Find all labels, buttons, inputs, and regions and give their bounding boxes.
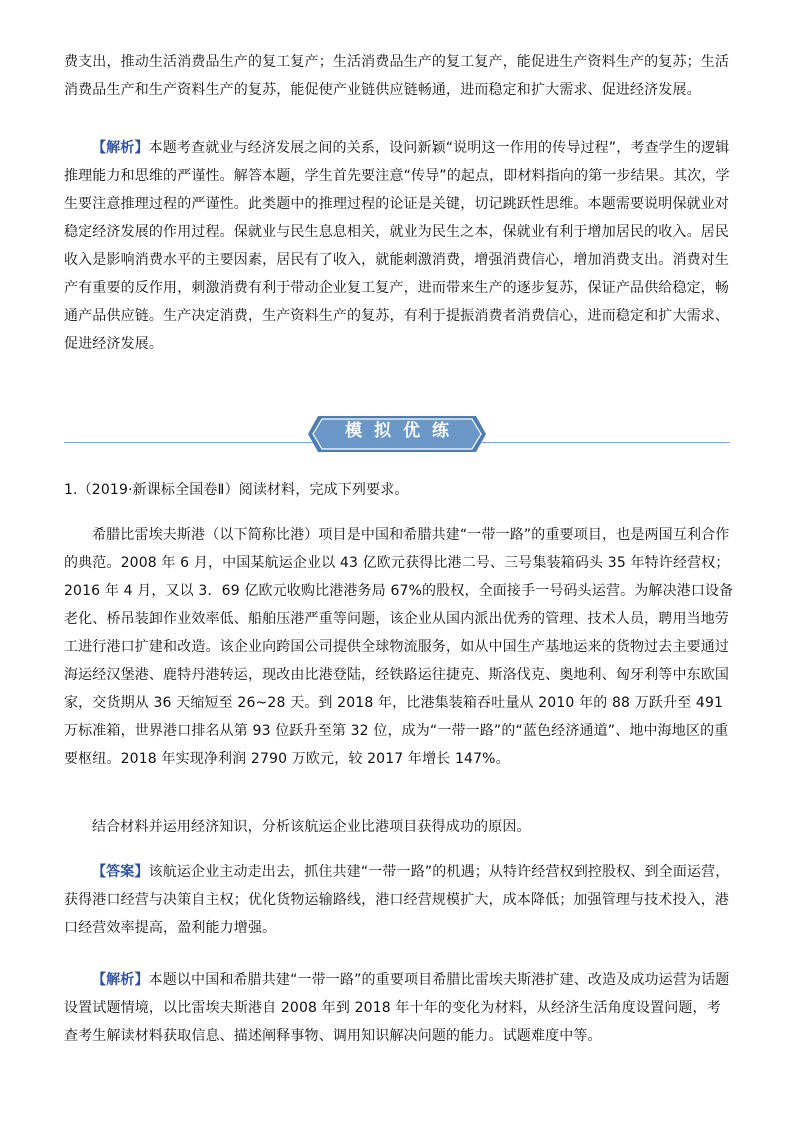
analysis-text: 本题考查就业与经济发展之间的关系，设问新颖“说明这一作用的传导过程”，考查学生的逻辑推理能力和思维的严谨性。解答本题，学生首先要注意“传导”的起点，即材料指向的第一步结果。其次，学生要注意推理过程的严谨性。此类题中的推理过程的论证是关键，切记跳跃性思维。本题需要说明保就业对稳定经济发展的作用过程。保就业与民生息息相关，就业为民生之本，保就业有利于增加居民的收入。居民收入是影响消费水平的主要因素，居民有了收入，就能刺激消费，增强消费信心，增加消费支出。消费对生产有重要的反作用，刺激消费有利于带动企业复工复产，进而带来生产的逐步复苏，保证产品供给稳定，畅通产品供应链。生产决定消费，生产资料生产的复苏，有利于提振消费者消费信心，进而稳定和扩大需求、促进经济发展。: [64, 140, 730, 352]
section-banner: [64, 406, 730, 454]
question-header: 1.（2019·新课标全国卷Ⅱ）阅读材料，完成下列要求。: [64, 482, 409, 498]
banner-title-wrap: [308, 412, 486, 454]
analysis-label-2: 【解析】: [92, 972, 149, 988]
question-prompt: 结合材料并运用经济知识，分析该航运企业比港项目获得成功的原因。: [92, 819, 531, 835]
intro-paragraph: 费支出，推动生活消费品生产的复工复产；生活消费品生产的复工复产，能促进生产资料生产的复苏；生活消费品生产和生产资料生产的复苏，能促使产业链供应链畅通，进而稳定和扩大需求、促进经济发展。: [64, 54, 730, 98]
answer-text: 该航运企业主动走出去，抓住共建“一带一路”的机遇；从特许经营权到控股权、到全面运营，获得港口经营与决策自主权；优化货物运输路线，港口经营规模扩大，成本降低；加强管理与技术投入，港口经营效率提高，盈利能力增强。: [64, 864, 730, 936]
answer-paragraph: [64, 858, 734, 942]
answer-label: 【答案】: [92, 864, 149, 880]
analysis-paragraph-2: [64, 966, 734, 1050]
analysis-paragraph-1: [64, 134, 734, 358]
analysis-text-2: 本题以中国和希腊共建“一带一路”的重要项目希腊比雷埃夫斯港扩建、改造及成功运营为话题设置试题情境，以比雷埃夫斯港自 2008 年到 2018 年十年的变化为材料，从经济生活角度设置问题，考查考生解读材料获取信息、描述阐释事物、调用知识解决问题的能力。试题难度中等。: [64, 972, 730, 1044]
banner-title: 模拟优练: [345, 421, 461, 441]
question-material: 希腊比雷埃夫斯港（以下简称比港）项目是中国和希腊共建“一带一路”的重要项目，也是两国互利合作的典范。2008 年 6 月，中国某航运企业以 43 亿欧元获得比港二号、三号集装箱码头 35 年特许经营权；2016 年 4 月，又以 3．69 亿欧元收购比港港务局 67%的股权，全面接手一号码头运营。为解决港口设备老化、桥吊装卸作业效率低、船舶压港严重等问题，该企业从国内派出优秀的管理、技术人员，聘用当地劳工进行港口扩建和改造。该企业向跨国公司提供全球物流服务，如从中国生产基地运来的货物过去主要通过海运经汉堡港、鹿特丹港转运，现改由比港登陆，经铁路运往捷克、斯洛伐克、奥地利、匈牙利等中东欧国家，交货期从 36 天缩短至 26~28 天。到 2018 年，比港集装箱吞吐量从 2010 年的 88 万跃升至 491 万标准箱，世界港口排名从第 93 位跃升至第 32 位，成为“一带一路”的“蓝色经济通道”、地中海地区的重要枢纽。2018 年实现净利润 2790 万欧元，较 2017 年增长 147%。: [64, 527, 734, 767]
analysis-label: 【解析】: [92, 140, 149, 156]
